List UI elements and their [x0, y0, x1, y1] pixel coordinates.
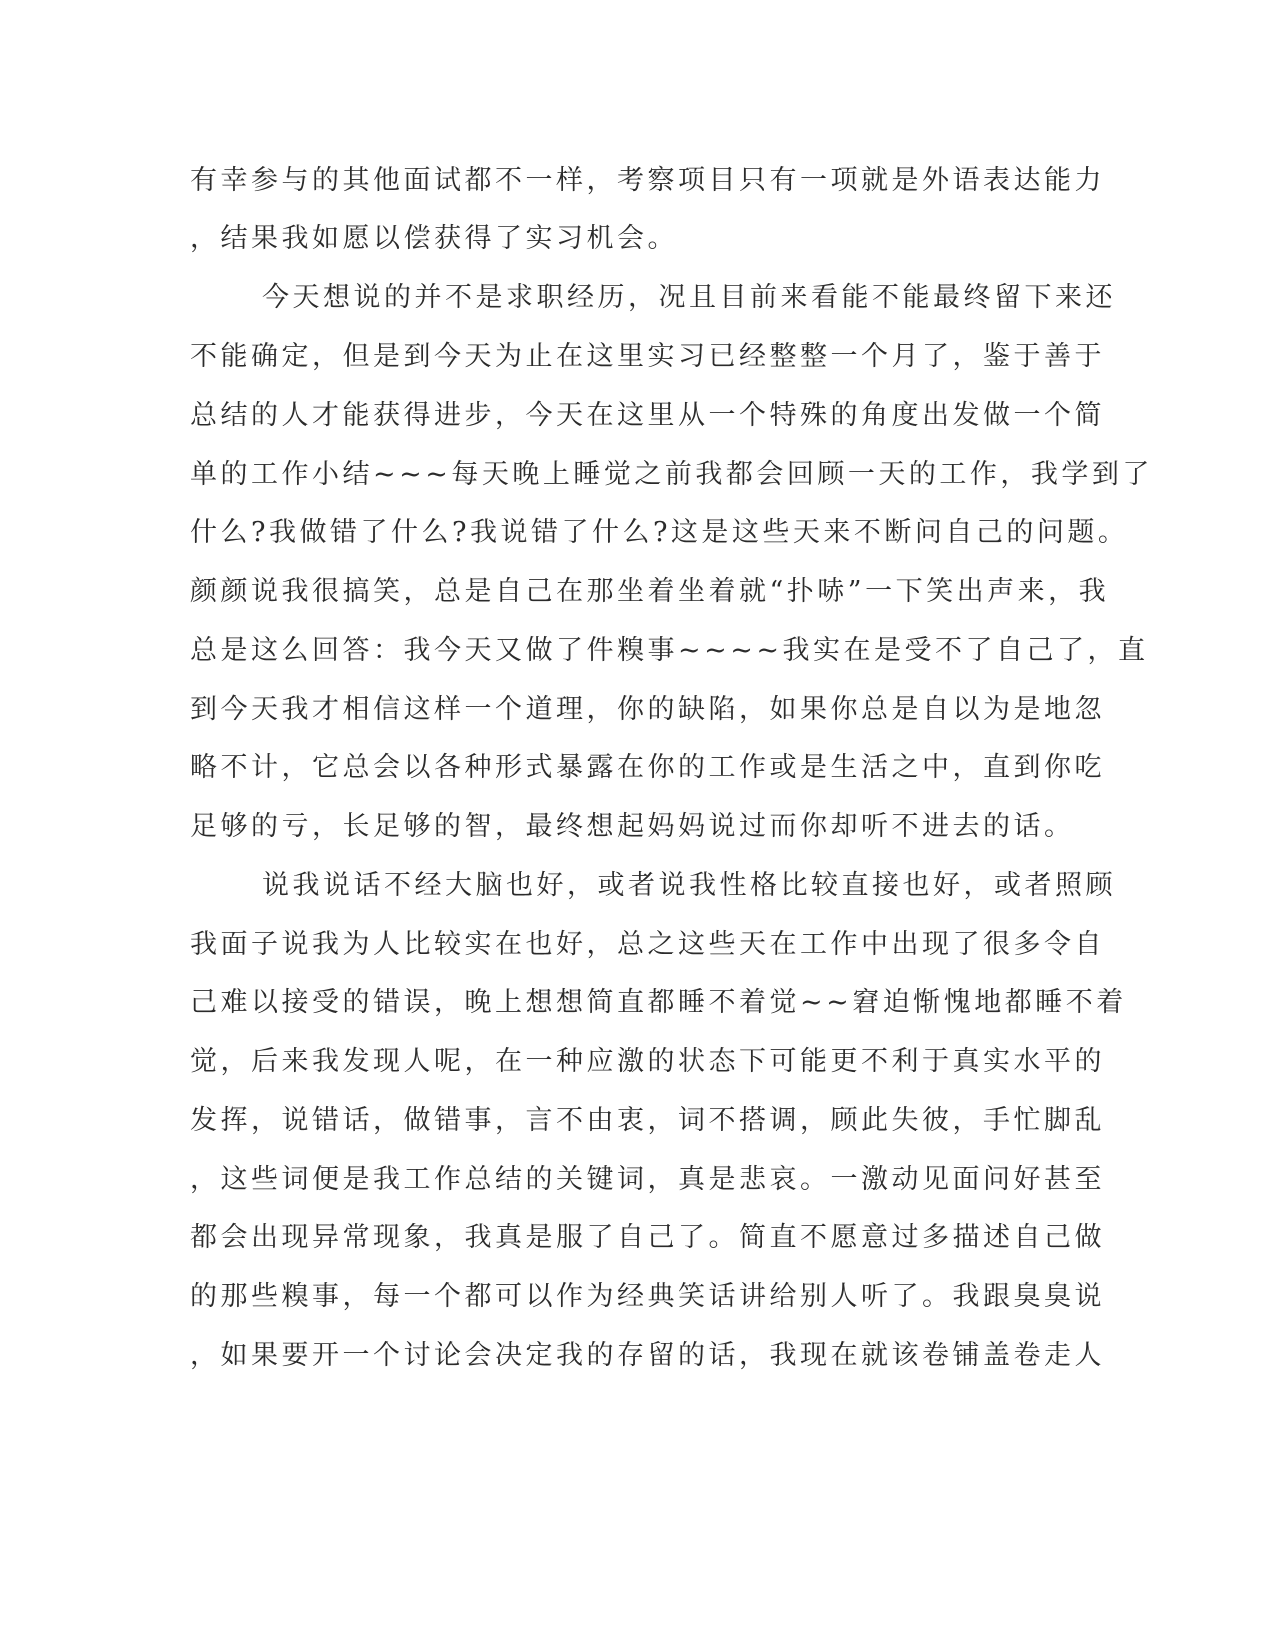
text-line: ，结果我如愿以偿获得了实习机会。	[190, 223, 678, 254]
text-line: 觉，后来我发现人呢，在一种应激的状态下可能更不利于真实水平的	[190, 1046, 1105, 1077]
text-line: 不能确定，但是到今天为止在这里实习已经整整一个月了，鉴于善于	[190, 341, 1105, 372]
paragraph-first-line: 今天想说的并不是求职经历，况且目前来看能不能最终留下来还	[262, 282, 1116, 313]
text-line: 什么?我做错了什么?我说错了什么?这是这些天来不断问自己的问题。	[190, 517, 1129, 548]
text-line: 发挥，说错话，做错事，言不由衷，词不搭调，顾此失彼，手忙脚乱	[190, 1105, 1105, 1136]
text-line: 有幸参与的其他面试都不一样，考察项目只有一项就是外语表达能力	[190, 165, 1105, 196]
text-line: 足够的亏，长足够的智，最终想起妈妈说过而你却听不进去的话。	[190, 811, 1075, 842]
text-line: 的那些糗事，每一个都可以作为经典笑话讲给别人听了。我跟臭臭说	[190, 1281, 1105, 1312]
text-line: 总结的人才能获得进步，今天在这里从一个特殊的角度出发做一个简	[190, 400, 1105, 431]
text-line: 略不计，它总会以各种形式暴露在你的工作或是生活之中，直到你吃	[190, 752, 1105, 783]
text-line: 我面子说我为人比较实在也好，总之这些天在工作中出现了很多令自	[190, 929, 1105, 960]
paragraph-first-line: 说我说话不经大脑也好，或者说我性格比较直接也好，或者照顾	[262, 870, 1116, 901]
text-line: ，这些词便是我工作总结的关键词，真是悲哀。一激动见面问好甚至	[190, 1164, 1105, 1195]
text-line: 颜颜说我很搞笑，总是自己在那坐着坐着就“扑哧”一下笑出声来，我	[190, 576, 1110, 607]
text-line: ，如果要开一个讨论会决定我的存留的话，我现在就该卷铺盖卷走人	[190, 1340, 1105, 1371]
text-line: 己难以接受的错误，晚上想想简直都睡不着觉~~窘迫惭愧地都睡不着	[190, 987, 1127, 1018]
text-line: 总是这么回答：我今天又做了件糗事~~~~我实在是受不了自己了，直	[190, 635, 1149, 666]
text-line: 单的工作小结~~~每天晚上睡觉之前我都会回顾一天的工作，我学到了	[190, 459, 1153, 490]
text-line: 到今天我才相信这样一个道理，你的缺陷，如果你总是自以为是地忽	[190, 694, 1105, 725]
text-line: 都会出现异常现象，我真是服了自己了。简直不愿意过多描述自己做	[190, 1222, 1105, 1253]
